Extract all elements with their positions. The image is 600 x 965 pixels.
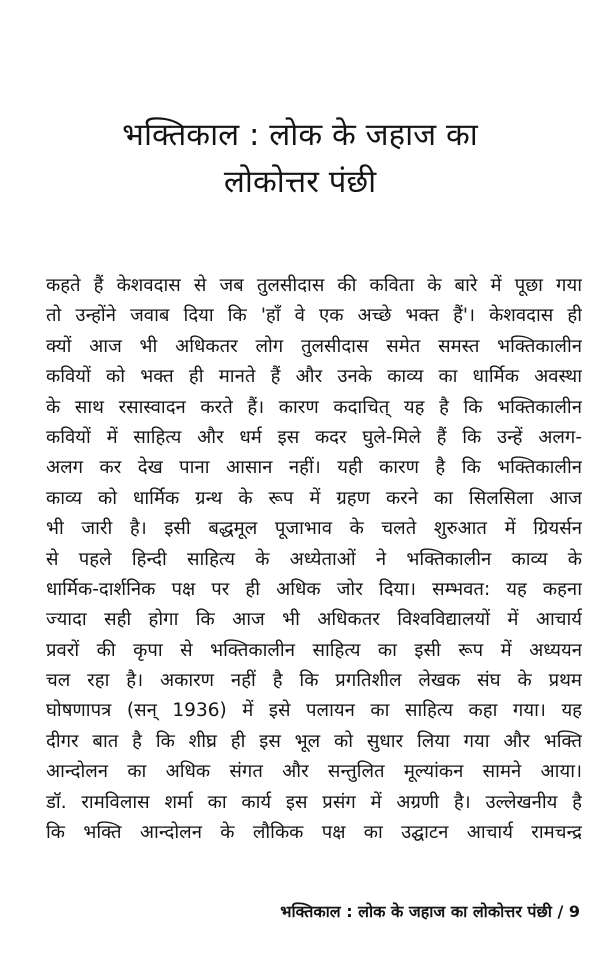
text-line: क्यों आज भी अधिकतर लोग तुलसीदास समेत समस्त भक्तिकालीन bbox=[46, 335, 582, 357]
chapter-title bbox=[0, 112, 600, 206]
text-line: धार्मिक-दार्शनिक पक्ष पर ही अधिक जोर दिया। सम्भवत: यह कहना bbox=[46, 578, 582, 600]
chapter-title-line-2: लोकोत्तर पंछी bbox=[223, 164, 377, 200]
text-line: घोषणापत्र (सन् 1936) में इसे पलायन का साहित्य कहा गया। यह bbox=[46, 700, 582, 722]
text-line: कि भक्ति आन्दोलन के लौकिक पक्ष का उद्घाटन आचार्य रामचन्द्र bbox=[46, 822, 582, 844]
text-line: भी जारी है। इसी बद्धमूल पूजाभाव के चलते शुरुआत में ग्रियर्सन bbox=[46, 518, 582, 540]
text-line: के साथ रसास्वादन करते हैं। कारण कदाचित् यह है कि भक्तिकालीन bbox=[46, 396, 582, 418]
body-paragraph bbox=[46, 271, 582, 848]
text-line: दीगर बात है कि शीघ्र ही इस भूल को सुधार लिया गया और भक्ति bbox=[46, 730, 582, 752]
running-footer: भक्तिकाल : लोक के जहाज का लोकोत्तर पंछी / 9 bbox=[280, 902, 580, 921]
text-line: कहते हैं केशवदास से जब तुलसीदास की कविता के बारे में पूछा गया bbox=[46, 275, 582, 296]
text-line: डॉ. रामविलास शर्मा का कार्य इस प्रसंग में अग्रणी है। उल्लेखनीय है bbox=[46, 791, 582, 813]
text-line: तो उन्होंने जवाब दिया कि 'हाँ वे एक अच्छे भक्त हैं'। केशवदास ही bbox=[46, 305, 582, 327]
text-line: कवियों को भक्त ही मानते हैं और उनके काव्य का धार्मिक अवस्था bbox=[46, 366, 582, 388]
text-line: चल रहा है। अकारण नहीं है कि प्रगतिशील लेखक संघ के प्रथम bbox=[46, 670, 582, 692]
text-line: काव्य को धार्मिक ग्रन्थ के रूप में ग्रहण करने का सिलसिला आज bbox=[46, 487, 582, 509]
text-line: ज्यादा सही होगा कि आज भी अधिकतर विश्वविद्यालयों में आचार्य bbox=[46, 609, 582, 631]
chapter-title-line-1: भक्तिकाल : लोक के जहाज का bbox=[122, 117, 478, 153]
text-line: से पहले हिन्दी साहित्य के अध्येताओं ने भक्तिकालीन काव्य के bbox=[46, 548, 582, 570]
text-line: प्रवरों की कृपा से भक्तिकालीन साहित्य का इसी रूप में अध्ययन bbox=[46, 639, 582, 661]
text-line: आन्दोलन का अधिक संगत और सन्तुलित मूल्यांकन सामने आया। bbox=[46, 761, 582, 783]
text-line: कवियों में साहित्य और धर्म इस कदर घुले-मिले हैं कि उन्हें अलग- bbox=[46, 426, 582, 448]
text-line: अलग कर देख पाना आसान नहीं। यही कारण है कि भक्तिकालीन bbox=[46, 457, 582, 479]
